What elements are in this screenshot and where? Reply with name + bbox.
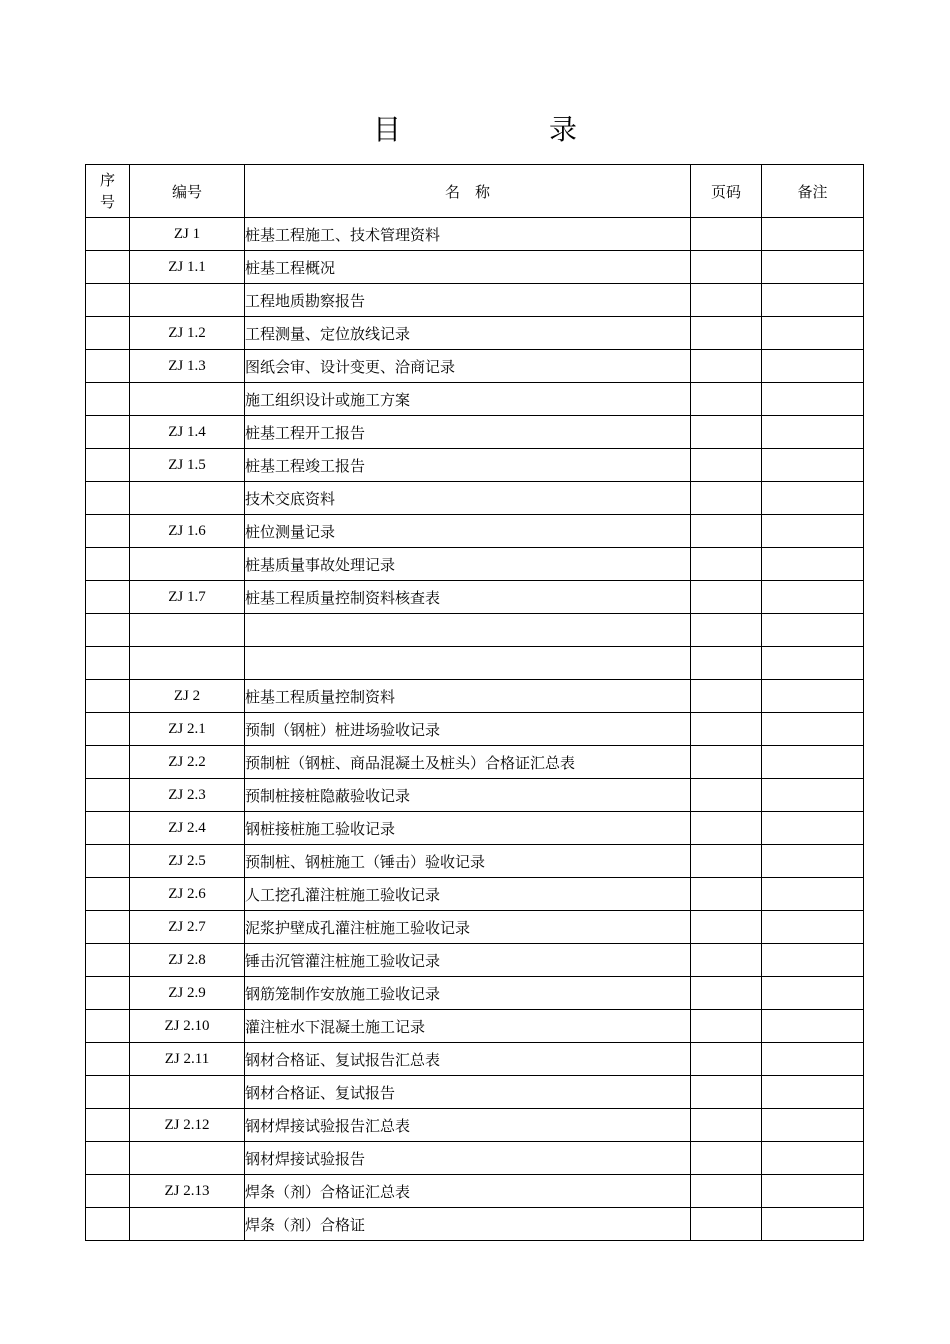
row-remark-cell [762, 878, 864, 911]
row-page-cell [691, 548, 762, 581]
row-seq-cell [86, 1109, 130, 1142]
table-row [86, 614, 864, 647]
row-name-cell: 预制桩（钢桩、商品混凝土及桩头）合格证汇总表 [245, 746, 691, 779]
row-seq-cell [86, 1208, 130, 1241]
row-name-cell: 预制（钢桩）桩进场验收记录 [245, 713, 691, 746]
row-code-cell [130, 614, 245, 647]
row-page-cell [691, 284, 762, 317]
row-remark-cell [762, 350, 864, 383]
row-remark-cell [762, 812, 864, 845]
row-page-cell [691, 482, 762, 515]
row-page-cell [691, 812, 762, 845]
row-seq-cell [86, 911, 130, 944]
row-name-cell: 钢材合格证、复试报告汇总表 [245, 1043, 691, 1076]
row-remark-cell [762, 1010, 864, 1043]
row-name-cell: 桩基工程质量控制资料 [245, 680, 691, 713]
row-name-cell: 焊条（剂）合格证汇总表 [245, 1175, 691, 1208]
row-name-cell: 锤击沉管灌注桩施工验收记录 [245, 944, 691, 977]
row-seq-cell [86, 1076, 130, 1109]
row-remark-cell [762, 449, 864, 482]
row-seq-cell [86, 746, 130, 779]
row-seq-cell [86, 218, 130, 251]
row-seq-cell [86, 944, 130, 977]
table-row [86, 581, 864, 614]
table-row [86, 713, 864, 746]
row-remark-cell [762, 1175, 864, 1208]
row-page-cell [691, 1142, 762, 1175]
table-row [86, 944, 864, 977]
table-row [86, 746, 864, 779]
row-code-cell: ZJ 2.4 [130, 812, 245, 845]
row-name-cell: 施工组织设计或施工方案 [245, 383, 691, 416]
row-seq-cell [86, 1175, 130, 1208]
row-remark-cell [762, 383, 864, 416]
table-row [86, 779, 864, 812]
row-name-cell: 桩位测量记录 [245, 515, 691, 548]
row-seq-cell [86, 713, 130, 746]
row-page-cell [691, 218, 762, 251]
row-seq-cell [86, 614, 130, 647]
row-seq-cell [86, 812, 130, 845]
table-row [86, 1109, 864, 1142]
row-code-cell: ZJ 2.2 [130, 746, 245, 779]
row-seq-cell [86, 779, 130, 812]
table-row [86, 1043, 864, 1076]
row-code-cell: ZJ 2.8 [130, 944, 245, 977]
row-code-cell [130, 284, 245, 317]
row-seq-cell [86, 581, 130, 614]
row-code-cell: ZJ 1.1 [130, 251, 245, 284]
row-remark-cell [762, 284, 864, 317]
table-row [86, 350, 864, 383]
row-seq-cell [86, 482, 130, 515]
table-row [86, 1142, 864, 1175]
row-code-cell: ZJ 2.6 [130, 878, 245, 911]
row-page-cell [691, 383, 762, 416]
row-code-cell: ZJ 2.9 [130, 977, 245, 1010]
row-name-cell: 桩基工程竣工报告 [245, 449, 691, 482]
table-row [86, 218, 864, 251]
row-name-cell: 预制桩接桩隐蔽验收记录 [245, 779, 691, 812]
row-seq-cell [86, 647, 130, 680]
row-remark-cell [762, 548, 864, 581]
row-code-cell [130, 482, 245, 515]
row-seq-cell [86, 416, 130, 449]
table-row [86, 251, 864, 284]
row-page-cell [691, 515, 762, 548]
row-seq-cell [86, 548, 130, 581]
header-code: 编号 [130, 165, 245, 218]
table-row [86, 449, 864, 482]
row-remark-cell [762, 1109, 864, 1142]
row-page-cell [691, 449, 762, 482]
table-row [86, 317, 864, 350]
row-seq-cell [86, 284, 130, 317]
row-page-cell [691, 944, 762, 977]
row-code-cell: ZJ 2.10 [130, 1010, 245, 1043]
table-row [86, 1076, 864, 1109]
row-remark-cell [762, 779, 864, 812]
row-name-cell: 钢材合格证、复试报告 [245, 1076, 691, 1109]
row-page-cell [691, 350, 762, 383]
row-page-cell [691, 416, 762, 449]
table-row [86, 383, 864, 416]
row-seq-cell [86, 350, 130, 383]
row-code-cell: ZJ 2.13 [130, 1175, 245, 1208]
row-remark-cell [762, 977, 864, 1010]
row-code-cell [130, 383, 245, 416]
row-page-cell [691, 977, 762, 1010]
table-row [86, 911, 864, 944]
table-row [86, 1208, 864, 1241]
row-name-cell: 桩基工程施工、技术管理资料 [245, 218, 691, 251]
row-remark-cell [762, 845, 864, 878]
row-seq-cell [86, 977, 130, 1010]
row-remark-cell [762, 1208, 864, 1241]
row-remark-cell [762, 482, 864, 515]
header-seq-line2: 号 [99, 193, 115, 211]
row-seq-cell [86, 515, 130, 548]
row-remark-cell [762, 1076, 864, 1109]
header-remark: 备注 [762, 165, 864, 218]
table-row [86, 845, 864, 878]
row-page-cell [691, 1109, 762, 1142]
row-remark-cell [762, 1043, 864, 1076]
row-page-cell [691, 1208, 762, 1241]
row-remark-cell [762, 515, 864, 548]
row-page-cell [691, 746, 762, 779]
table-row [86, 548, 864, 581]
table-row [86, 647, 864, 680]
row-seq-cell [86, 1010, 130, 1043]
row-name-cell [245, 647, 691, 680]
row-remark-cell [762, 944, 864, 977]
row-code-cell [130, 647, 245, 680]
table-row [86, 812, 864, 845]
row-code-cell: ZJ 1.5 [130, 449, 245, 482]
row-page-cell [691, 317, 762, 350]
row-name-cell: 图纸会审、设计变更、洽商记录 [245, 350, 691, 383]
toc-table [85, 164, 864, 1241]
row-page-cell [691, 1175, 762, 1208]
row-name-cell: 钢桩接桩施工验收记录 [245, 812, 691, 845]
row-name-cell: 桩基质量事故处理记录 [245, 548, 691, 581]
row-name-cell: 灌注桩水下混凝土施工记录 [245, 1010, 691, 1043]
row-page-cell [691, 1043, 762, 1076]
table-row [86, 680, 864, 713]
table-row [86, 878, 864, 911]
row-code-cell: ZJ 2.5 [130, 845, 245, 878]
row-seq-cell [86, 878, 130, 911]
header-row [86, 165, 864, 218]
row-page-cell [691, 1010, 762, 1043]
table-row [86, 977, 864, 1010]
row-page-cell [691, 911, 762, 944]
row-code-cell: ZJ 1.2 [130, 317, 245, 350]
row-code-cell: ZJ 2.3 [130, 779, 245, 812]
row-name-cell: 钢材焊接试验报告汇总表 [245, 1109, 691, 1142]
row-page-cell [691, 647, 762, 680]
row-remark-cell [762, 317, 864, 350]
row-page-cell [691, 581, 762, 614]
header-seq [86, 165, 130, 218]
row-seq-cell [86, 251, 130, 284]
row-seq-cell [86, 1142, 130, 1175]
row-code-cell: ZJ 1.6 [130, 515, 245, 548]
toc-header [86, 165, 864, 218]
table-row [86, 284, 864, 317]
page-title: 目 录 [372, 113, 637, 146]
row-name-cell: 焊条（剂）合格证 [245, 1208, 691, 1241]
row-remark-cell [762, 581, 864, 614]
row-code-cell: ZJ 2.12 [130, 1109, 245, 1142]
row-name-cell: 泥浆护壁成孔灌注桩施工验收记录 [245, 911, 691, 944]
row-code-cell: ZJ 1.4 [130, 416, 245, 449]
row-code-cell [130, 1076, 245, 1109]
row-remark-cell [762, 251, 864, 284]
row-name-cell: 人工挖孔灌注桩施工验收记录 [245, 878, 691, 911]
row-remark-cell [762, 416, 864, 449]
row-code-cell: ZJ 1.3 [130, 350, 245, 383]
row-code-cell: ZJ 2.1 [130, 713, 245, 746]
row-seq-cell [86, 680, 130, 713]
row-code-cell [130, 1142, 245, 1175]
row-code-cell: ZJ 2 [130, 680, 245, 713]
row-remark-cell [762, 911, 864, 944]
header-name: 名 称 [245, 165, 691, 218]
row-page-cell [691, 878, 762, 911]
row-page-cell [691, 614, 762, 647]
row-name-cell: 工程地质勘察报告 [245, 284, 691, 317]
row-page-cell [691, 680, 762, 713]
row-page-cell [691, 845, 762, 878]
row-remark-cell [762, 218, 864, 251]
row-name-cell: 桩基工程质量控制资料核查表 [245, 581, 691, 614]
row-name-cell: 预制桩、钢桩施工（锤击）验收记录 [245, 845, 691, 878]
row-page-cell [691, 251, 762, 284]
row-code-cell [130, 1208, 245, 1241]
toc-body [86, 218, 864, 1241]
row-remark-cell [762, 680, 864, 713]
row-name-cell: 钢筋笼制作安放施工验收记录 [245, 977, 691, 1010]
row-remark-cell [762, 614, 864, 647]
row-page-cell [691, 1076, 762, 1109]
row-name-cell: 工程测量、定位放线记录 [245, 317, 691, 350]
row-name-cell: 桩基工程开工报告 [245, 416, 691, 449]
row-name-cell [245, 614, 691, 647]
table-row [86, 1175, 864, 1208]
row-remark-cell [762, 713, 864, 746]
row-code-cell: ZJ 1 [130, 218, 245, 251]
row-seq-cell [86, 449, 130, 482]
row-page-cell [691, 779, 762, 812]
row-name-cell: 桩基工程概况 [245, 251, 691, 284]
row-page-cell [691, 713, 762, 746]
row-code-cell: ZJ 2.7 [130, 911, 245, 944]
row-code-cell: ZJ 1.7 [130, 581, 245, 614]
row-remark-cell [762, 1142, 864, 1175]
row-code-cell: ZJ 2.11 [130, 1043, 245, 1076]
table-row [86, 482, 864, 515]
table-row [86, 515, 864, 548]
row-code-cell [130, 548, 245, 581]
row-seq-cell [86, 1043, 130, 1076]
row-seq-cell [86, 317, 130, 350]
header-page: 页码 [691, 165, 762, 218]
table-row [86, 416, 864, 449]
row-seq-cell [86, 383, 130, 416]
table-row [86, 1010, 864, 1043]
row-name-cell: 钢材焊接试验报告 [245, 1142, 691, 1175]
header-seq-line1: 序 [99, 171, 115, 189]
row-remark-cell [762, 746, 864, 779]
row-remark-cell [762, 647, 864, 680]
row-name-cell: 技术交底资料 [245, 482, 691, 515]
row-seq-cell [86, 845, 130, 878]
